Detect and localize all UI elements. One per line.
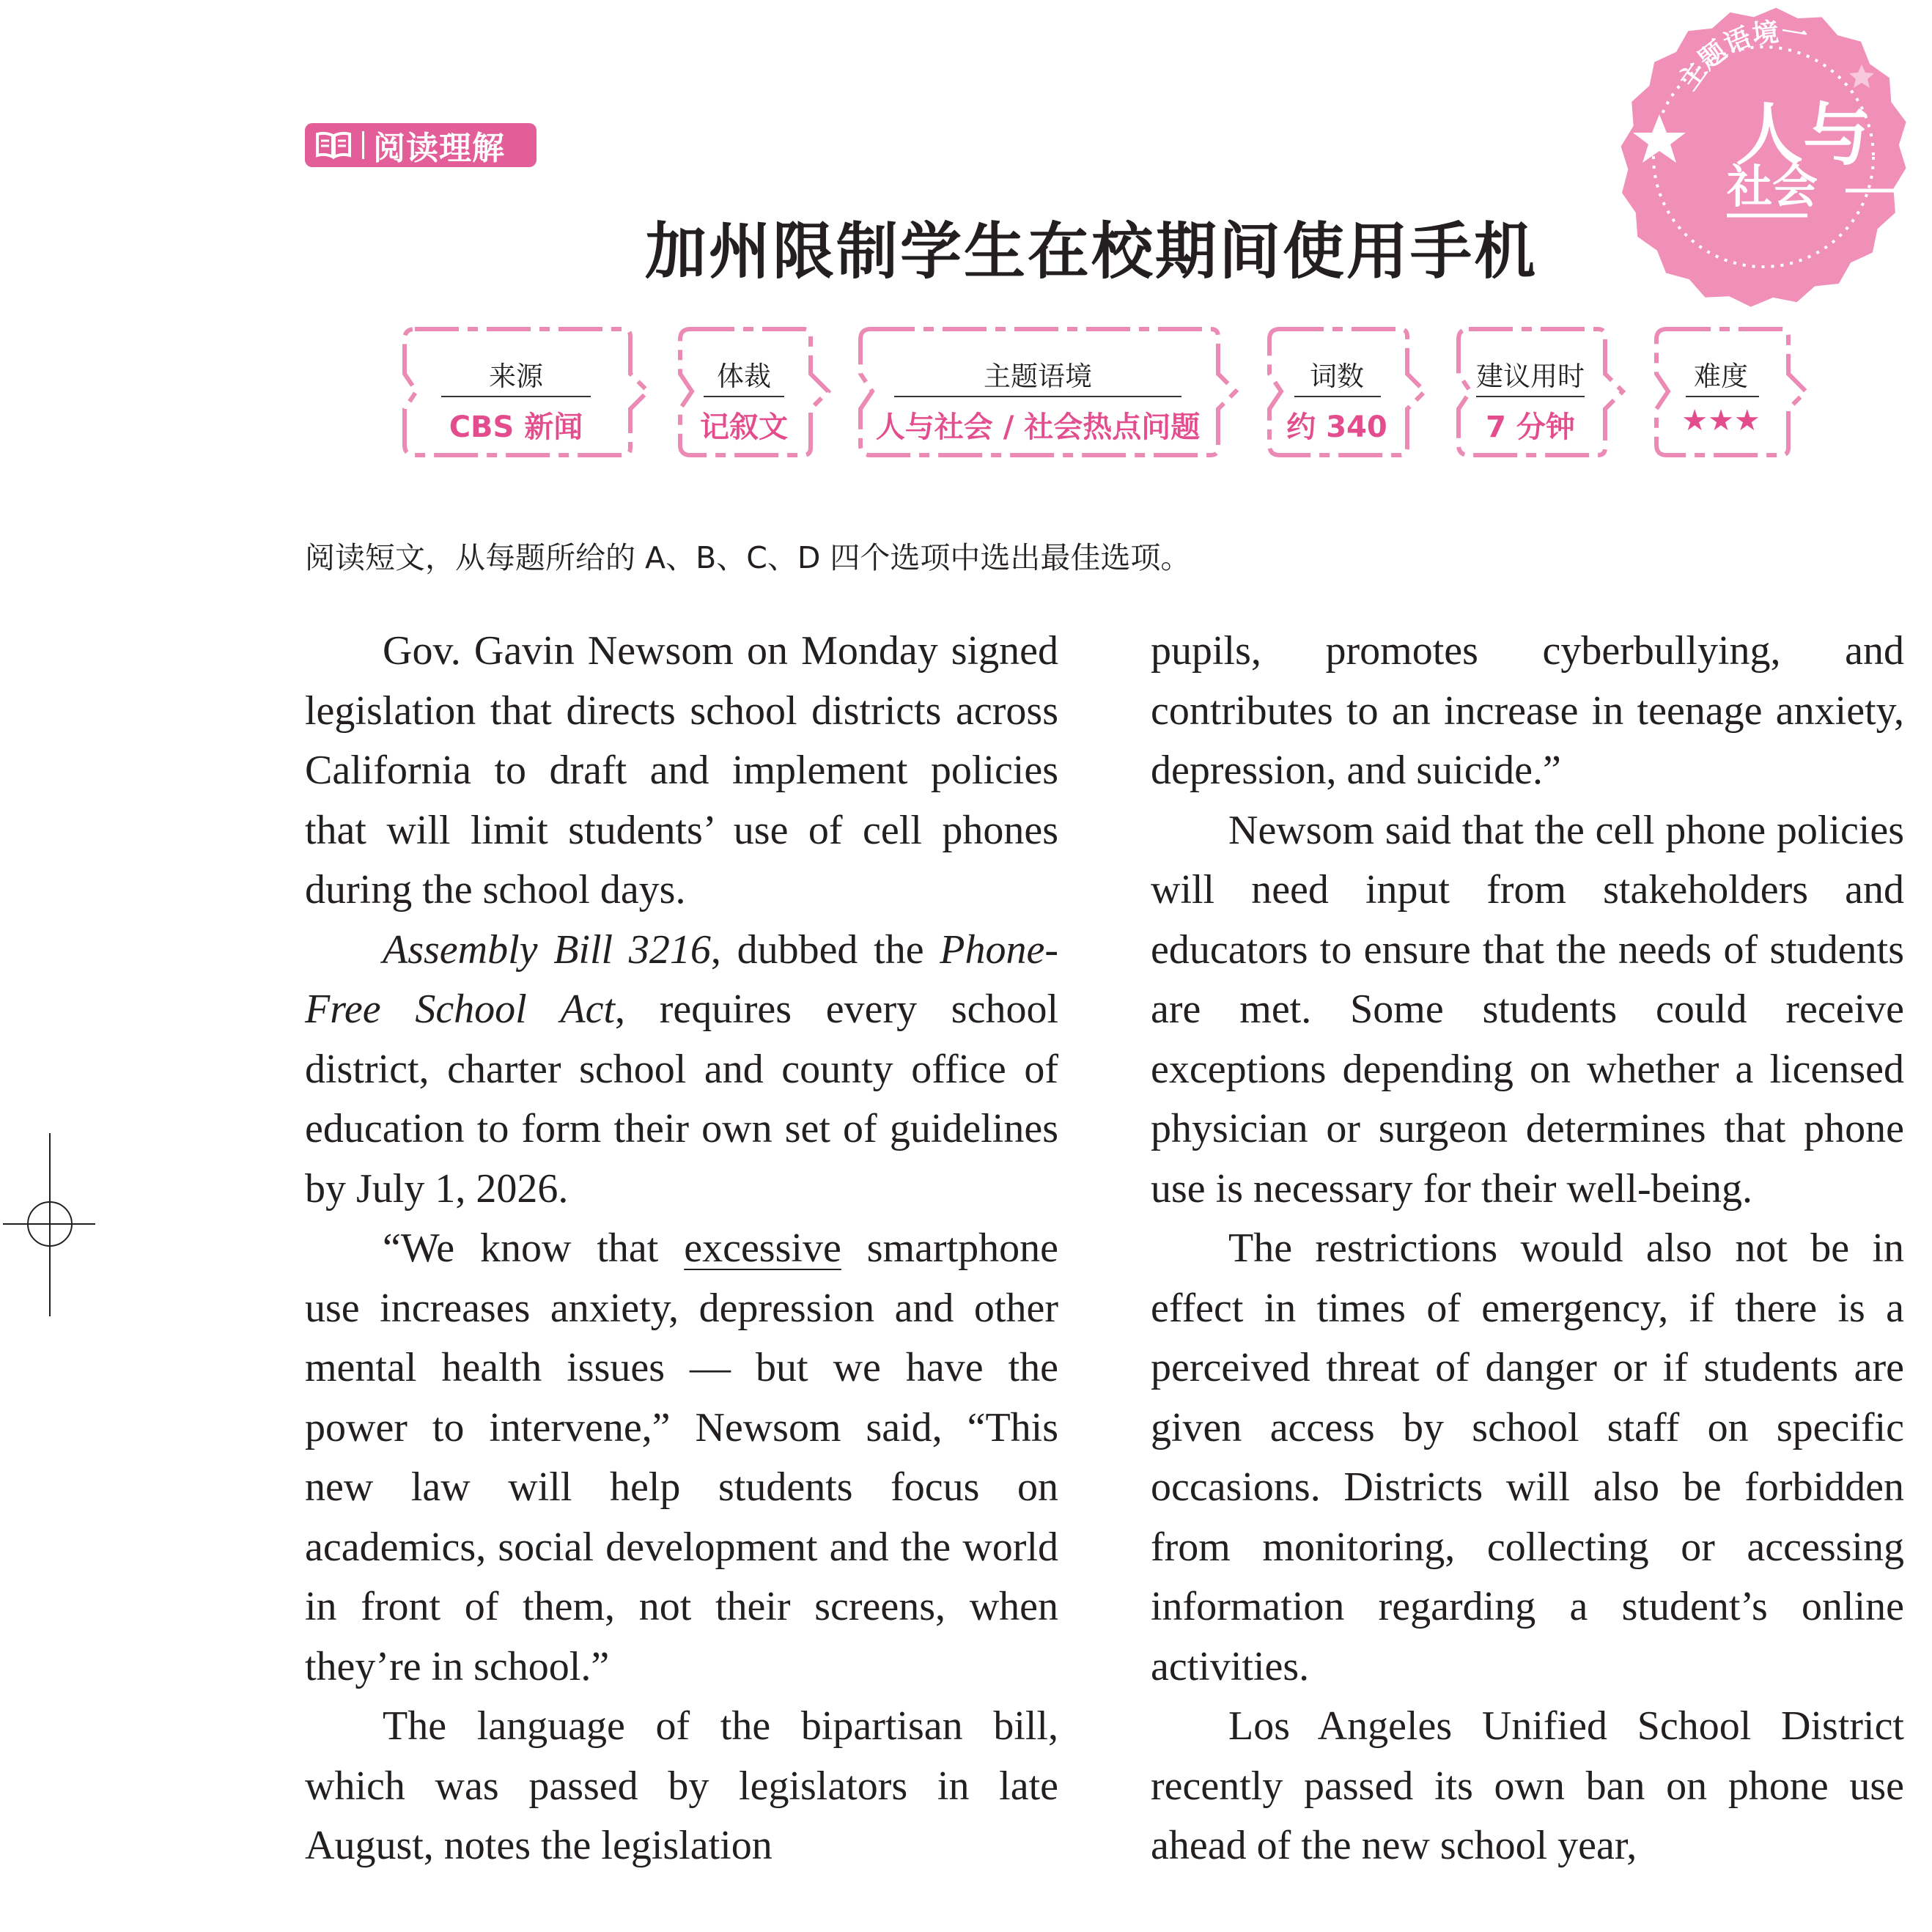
seal-line1: 人与 xyxy=(1736,95,1871,174)
tag-label: 来源 xyxy=(489,361,543,392)
instruction: 阅读短文，从每题所给的 A、B、C、D 四个选项中选出最佳选项。 xyxy=(305,540,1191,575)
tag-divider xyxy=(894,396,1181,397)
tag-label: 词数 xyxy=(1310,361,1364,392)
tag-value: 7 分钟 xyxy=(1486,410,1575,444)
article-paragraph-1: Gov. Gavin Newsom on Monday signed legislation that directs school districts across California to draft and implement policies that will limit students’ use of cell phones during the school days. xyxy=(305,628,1058,912)
article-right-column xyxy=(1151,622,1904,1876)
article-paragraph-2: Assembly Bill 3216, dubbed the Phone-Free School Act, requires every school district, charter school and county office of education to form their own set of guidelines by July 1, 2026. xyxy=(305,926,1059,1212)
act-name: Phone-Free School Act xyxy=(305,926,1058,1032)
open-book-icon xyxy=(305,123,362,167)
registration-mark-icon xyxy=(3,1133,98,1316)
article-paragraph-3: “We know that excessive smartphone use increases anxiety, depression and other mental health issues — but we have the power to intervene,” Newsom said, “This new law will help students focus on academics, social development and the world in front of them, not their screens, when they’re in school.” xyxy=(305,1225,1058,1689)
tag-divider xyxy=(1476,396,1585,397)
tag-label: 难度 xyxy=(1694,361,1748,392)
underlined-word: excessive xyxy=(684,1225,841,1271)
tag-divider xyxy=(704,396,784,397)
section-label-text: 阅读理解 xyxy=(373,130,505,167)
info-tags xyxy=(0,326,1932,465)
section-label xyxy=(305,123,537,167)
tag-value: 人与社会 / 社会热点问题 xyxy=(875,410,1201,444)
article-paragraph-5: Newsom said that the cell phone policies will need input from stakeholders and educators to ensure that the needs of students are met. Some students could receive exceptions depending on whether a licensed physician or surgeon determines that phone use is necessary for their well-being. xyxy=(1151,807,1904,1212)
article-paragraph-4-start: The language of the bipartisan bill, which was passed by legislators in late August, notes the legislation xyxy=(305,1703,1058,1868)
tag-value: CBS 新闻 xyxy=(449,410,583,444)
tag-divider xyxy=(1294,396,1381,397)
bill-name: Assembly Bill 3216 xyxy=(383,926,711,973)
article-paragraph-7: Los Angeles Unified School District recently passed its own ban on phone use ahead of the new school year, xyxy=(1151,1703,1904,1868)
seal-arc-text: 主题语境一 xyxy=(1673,16,1810,96)
article-left-column xyxy=(305,622,1058,1876)
label-divider xyxy=(362,131,364,159)
tag-divider xyxy=(441,396,591,397)
tag-value: 记叙文 xyxy=(700,410,788,444)
article-paragraph-4-end: pupils, promotes cyberbullying, and contributes to an increase in teenage anxiety, depression, and suicide.” xyxy=(1151,628,1904,793)
tag-value: ★★★ xyxy=(1681,404,1760,438)
tag-label: 主题语境 xyxy=(984,361,1092,392)
tag-label: 建议用时 xyxy=(1476,361,1585,392)
tag-label: 体裁 xyxy=(717,361,771,392)
tag-value: 约 340 xyxy=(1286,410,1387,444)
page-title: 加州限制学生在校期间使用手机 xyxy=(645,215,1538,287)
tag-divider xyxy=(1686,396,1759,397)
theme-seal xyxy=(1633,4,1932,283)
seal-line2: 社会 xyxy=(1727,160,1818,213)
article-paragraph-6: The restrictions would also not be in effect in times of emergency, if there is a perceived threat of danger or if students are given access by school staff on specific occasions. Districts will also be forbidden from monitoring, collecting or accessing information regarding a student’s online activities. xyxy=(1151,1225,1904,1689)
